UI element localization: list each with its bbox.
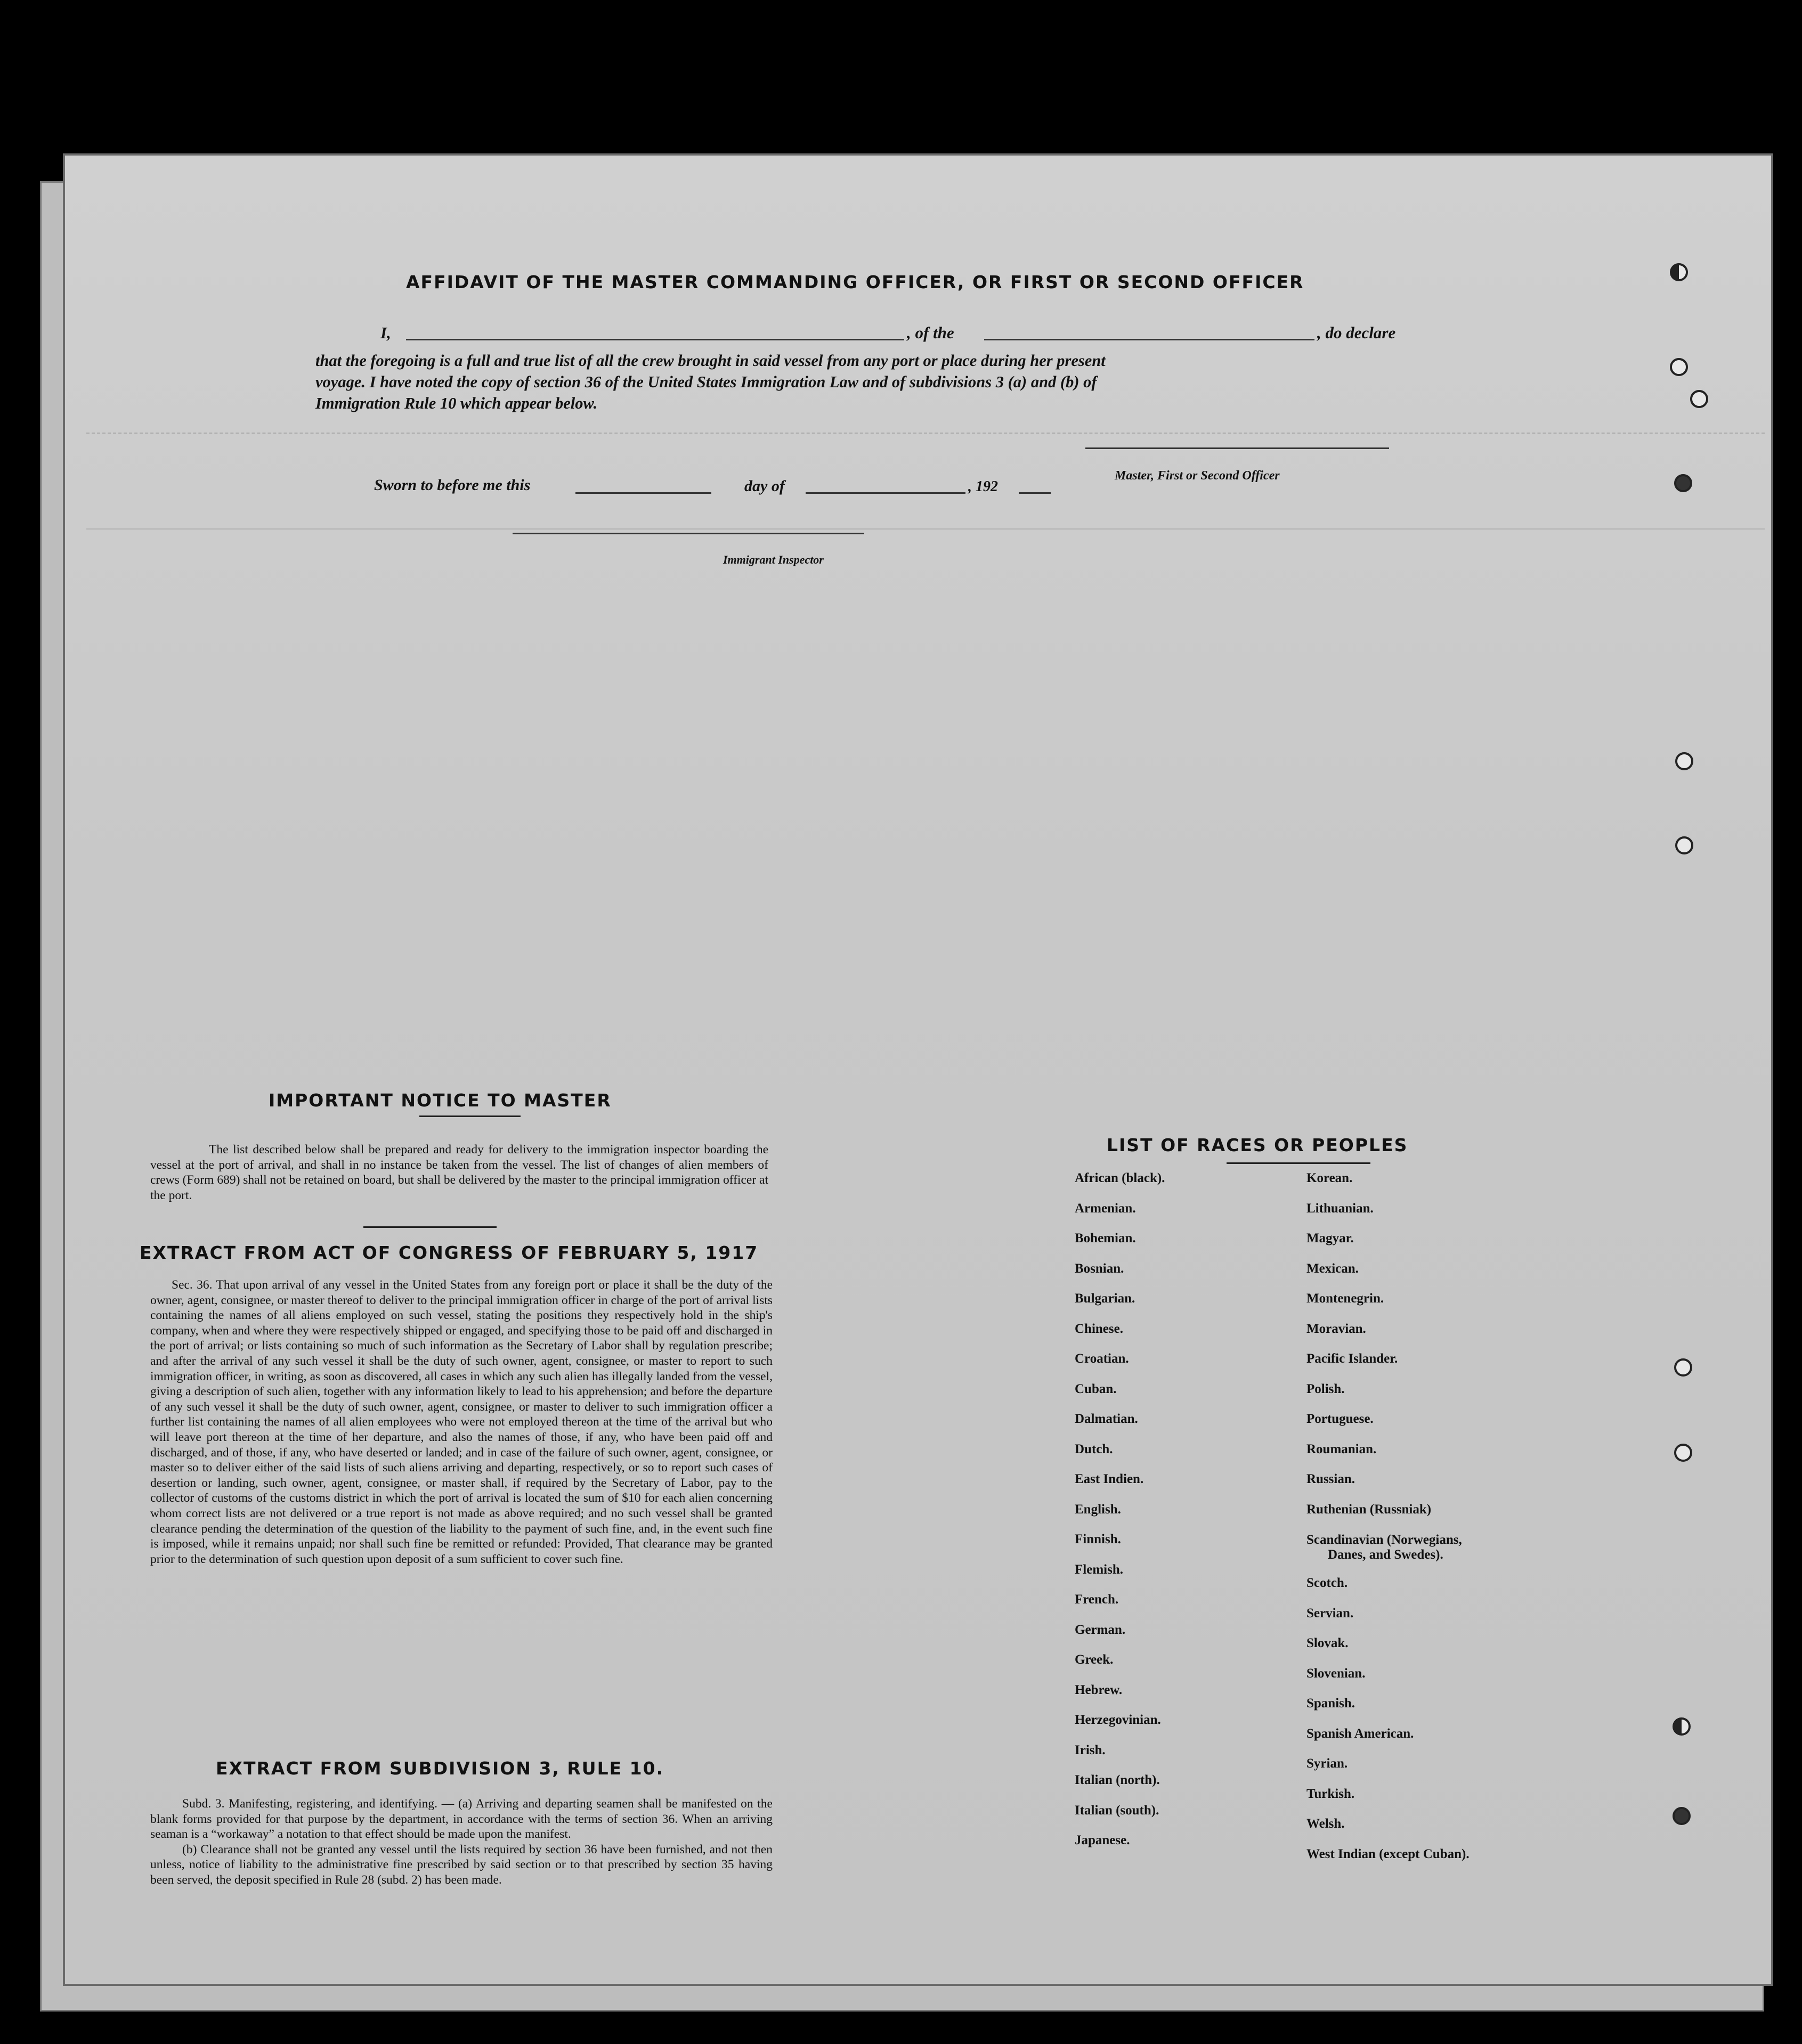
race-item: Croatian. — [1075, 1351, 1129, 1366]
race-item: Montenegrin. — [1306, 1291, 1384, 1306]
act-extract-title: EXTRACT FROM ACT OF CONGRESS OF FEBRUARY 5, 1917 — [140, 1242, 759, 1263]
race-item: Chinese. — [1075, 1321, 1123, 1336]
race-item: Syrian. — [1306, 1756, 1348, 1771]
inspector-signature-line[interactable] — [513, 533, 864, 534]
day-of-label: day of — [744, 477, 785, 495]
race-item: Servian. — [1306, 1606, 1354, 1620]
race-item: West Indian (except Cuban). — [1306, 1846, 1470, 1861]
race-item: Mexican. — [1306, 1261, 1359, 1276]
document-page — [63, 153, 1773, 1986]
race-item: Welsh. — [1306, 1817, 1345, 1831]
race-item: Russian. — [1306, 1472, 1355, 1486]
punch-hole-icon — [1675, 836, 1693, 854]
affidavit-i: I, — [380, 323, 391, 342]
act-extract-text — [150, 1277, 773, 1567]
signature-label: Master, First or Second Officer — [1115, 469, 1280, 483]
race-item: Danes, and Swedes). — [1328, 1548, 1443, 1562]
punch-hole-icon — [1670, 263, 1688, 281]
master-name-field[interactable] — [406, 339, 904, 340]
race-item: Bosnian. — [1075, 1261, 1124, 1276]
punch-hole-icon — [1675, 752, 1693, 770]
notice-paragraph: The list described below shall be prepared and ready for delivery to the immigration inspector boarding the vessel at the port of arrival, and shall in no instance be taken from the vessel. The list of changes of alien members of crews (Form 689) shall not be retained on board, but shall be delivered by the master to the principal immigration officer at the port. — [150, 1143, 768, 1202]
signature-line[interactable] — [1085, 447, 1389, 449]
vessel-name-field[interactable] — [984, 339, 1314, 340]
rule-paragraph-a: Subd. 3. Manifesting, registering, and identifying. — (a) Arriving and departing seamen shall be manifested on the blank forms provided for that purpose by the department, in accordance with the terms of section 36. When an arriving seaman is a “workaway” a notation to that effect should be made upon the manifest. — [150, 1797, 773, 1842]
race-item: German. — [1075, 1622, 1126, 1637]
race-item: Lithuanian. — [1306, 1201, 1374, 1216]
race-item: Dalmatian. — [1075, 1412, 1138, 1426]
race-item: Spanish. — [1306, 1696, 1355, 1711]
race-item: Bohemian. — [1075, 1231, 1136, 1245]
race-item: Flemish. — [1075, 1562, 1123, 1577]
race-item: Slovak. — [1306, 1636, 1349, 1650]
race-item: Polish. — [1306, 1381, 1345, 1396]
sworn-month-field[interactable] — [806, 492, 965, 494]
year-label: , 192 — [968, 478, 998, 495]
rule-paragraph-b: (b) Clearance shall not be granted any vessel until the lists required by section 36 have been furnished, and not then unless, notice of liability to the administrative fine prescribed by said section or to that prescribed by section 35 having been served, the deposit specified in Rule 28 (subd. 2) has been made. — [150, 1842, 773, 1887]
race-item: Armenian. — [1075, 1201, 1136, 1216]
race-item: Hebrew. — [1075, 1682, 1123, 1697]
affidavit-of-the: , of the — [907, 323, 954, 342]
race-item: Japanese. — [1075, 1833, 1130, 1847]
punch-hole-icon — [1674, 474, 1692, 492]
race-item: Finnish. — [1075, 1532, 1121, 1546]
punch-hole-icon — [1673, 1807, 1691, 1825]
notice-divider — [363, 1226, 497, 1228]
race-item: Italian (north). — [1075, 1773, 1160, 1787]
races-right-column — [1306, 1163, 1470, 1869]
race-item: Greek. — [1075, 1652, 1114, 1667]
sworn-day-field[interactable] — [575, 492, 711, 494]
race-item: Ruthenian (Russniak) — [1306, 1502, 1432, 1517]
inspector-label: Immigrant Inspector — [723, 553, 824, 566]
rule-extract-text — [150, 1796, 773, 1888]
race-item: Irish. — [1075, 1742, 1106, 1757]
notice-title-rule — [419, 1115, 521, 1117]
race-item: East Indien. — [1075, 1472, 1144, 1486]
race-item: Magyar. — [1306, 1231, 1354, 1245]
race-item: Pacific Islander. — [1306, 1351, 1398, 1366]
race-item: Scotch. — [1306, 1576, 1348, 1590]
race-item: Korean. — [1306, 1171, 1353, 1185]
races-left-column — [1075, 1163, 1165, 1856]
affidavit-body-line3: voyage. I have noted the copy of section 36 of the United States Immigration Law and of subdivisions 3 (a) and (b) of — [315, 373, 1097, 391]
sworn-year-field[interactable] — [1019, 492, 1051, 494]
race-item: Dutch. — [1075, 1442, 1113, 1456]
race-item: Moravian. — [1306, 1321, 1366, 1336]
race-item: Herzegovinian. — [1075, 1713, 1161, 1727]
bleed-through-texture-2 — [86, 528, 1765, 530]
race-item: Cuban. — [1075, 1381, 1117, 1396]
race-item: Portuguese. — [1306, 1412, 1374, 1426]
bleed-through-texture — [86, 433, 1765, 450]
race-item: French. — [1075, 1592, 1119, 1607]
affidavit-declare: , do declare — [1317, 323, 1396, 342]
punch-hole-icon — [1674, 1358, 1692, 1377]
section-36-text: Sec. 36. That upon arrival of any vessel in the United States from any foreign port or place it shall be the duty of the owner, agent, consignee, or master thereof to deliver to the principal immigration officer in charge of the port of arrival lists containing the names of all aliens employed on such vessel, stating the positions they respectively hold in the ship's company, when and where they were respectively shipped or engaged, and specifying those to be paid off and discharged in the port of arrival; or lists containing so much of such information as the Secretary of Labor shall by regulation prescribe; and after the arrival of any such vessel it shall be the duty of such owner, agent, consignee, or master to report to such immigration officer, in writing, as soon as discovered, all cases in which any such alien has illegally landed from the vessel, giving a description of such alien, together with any information likely to lead to his apprehension; and before the departure of any such vessel it shall be the duty of such owner, agent, consignee, or master to deliver to such immigration officer a further list containing the names of all alien employees who were not employed thereon at the time of the arrival but who will leave port thereon at the time of her departure, and also the names of those, if any, who have been paid off and discharged, and of those, if any, who have deserted or landed; and in case of the failure of such owner, agent, consignee, or master so to deliver either of the said lists of such aliens arriving and departing, respectively, or so to report such cases of desertion or landing, such owner, agent, consignee, or master shall, if required by the Secretary of Labor, pay to the collector of customs of the customs district in which the port of arrival is located the sum of $10 for each alien concerning whom correct lists are not delivered or a true report is not made as above required; and no such vessel shall be granted clearance pending the determination of the question of the liability to the payment of such fine, and, in the event such fine is imposed, while it remains unpaid; nor shall such fine be remitted or refunded: Provided, That clearance may be granted prior to the determination of such question upon deposit of a sum sufficient to cover such fine. — [150, 1278, 773, 1566]
notice-text — [150, 1142, 768, 1203]
sworn-label: Sworn to before me this — [374, 476, 531, 494]
punch-hole-icon — [1673, 1717, 1691, 1736]
race-item: Bulgarian. — [1075, 1291, 1135, 1306]
notice-title: IMPORTANT NOTICE TO MASTER — [269, 1090, 612, 1111]
punch-hole-icon — [1690, 390, 1708, 408]
race-item: English. — [1075, 1502, 1121, 1517]
race-item: Slovenian. — [1306, 1666, 1366, 1681]
affidavit-body-line4: Immigration Rule 10 which appear below. — [315, 394, 598, 412]
race-item: African (black). — [1075, 1171, 1165, 1185]
rule-extract-title: EXTRACT FROM SUBDIVISION 3, RULE 10. — [216, 1758, 664, 1779]
races-title: LIST OF RACES OR PEOPLES — [1107, 1135, 1408, 1155]
race-item: Scandinavian (Norwegians, — [1306, 1533, 1462, 1547]
race-item: Roumanian. — [1306, 1442, 1377, 1456]
punch-hole-icon — [1674, 1444, 1692, 1462]
affidavit-title: AFFIDAVIT OF THE MASTER COMMANDING OFFICER, OR FIRST OR SECOND OFFICER — [406, 272, 1304, 292]
race-item: Spanish American. — [1306, 1726, 1414, 1741]
race-item: Turkish. — [1306, 1786, 1355, 1801]
affidavit-body-line2: that the foregoing is a full and true list of all the crew brought in said vessel from any port or place during her present — [315, 352, 1106, 370]
punch-hole-icon — [1670, 358, 1688, 376]
race-item: Italian (south). — [1075, 1803, 1159, 1818]
